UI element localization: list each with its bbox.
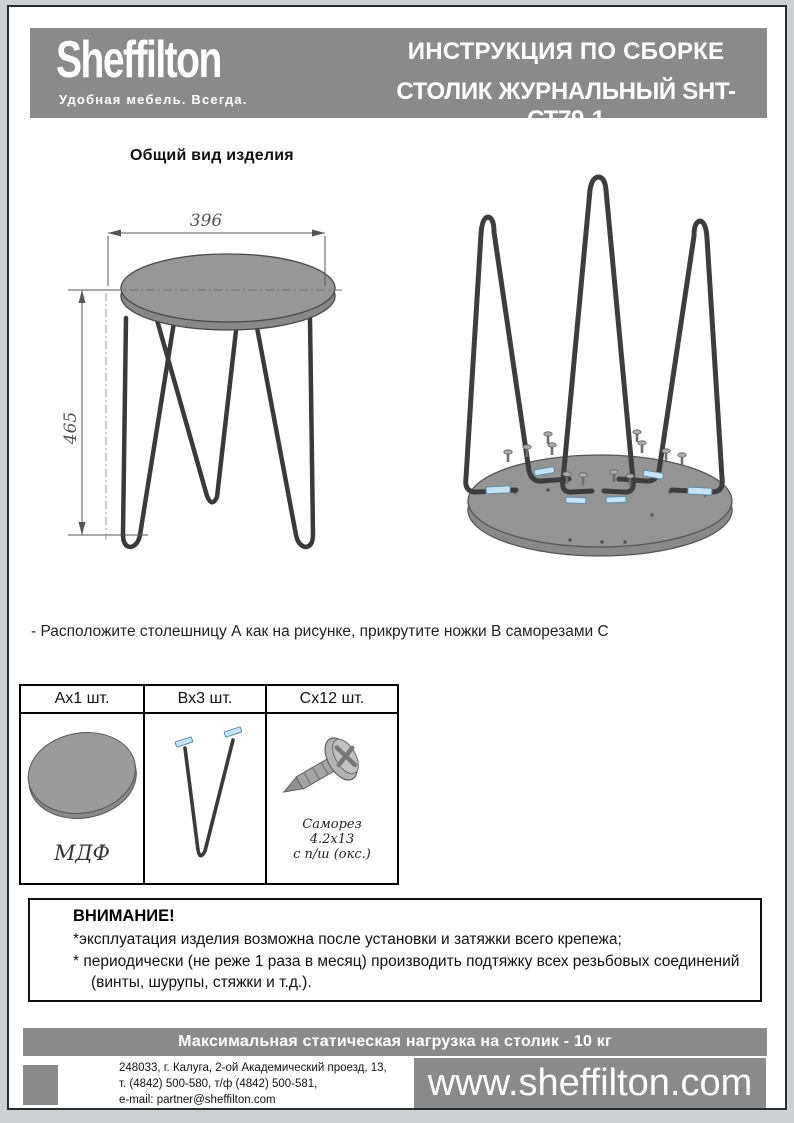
part-c-caption-line3: с п/ш (окс.) bbox=[293, 847, 371, 862]
address-line-3: e-mail: partner@sheffilton.com bbox=[119, 1094, 276, 1106]
instruction-page bbox=[7, 5, 787, 1110]
assembly-step-text: - Расположите столешницу А как на рисунке, прикрутите ножки В саморезами С bbox=[31, 623, 609, 640]
section-title: Общий вид изделия bbox=[130, 147, 294, 164]
warning-bullet-2: * периодически (не реже 1 раза в месяц) производить подтяжку всех резьбовых соединений (винты, шурупы, стяжки и т.д.). bbox=[73, 952, 740, 991]
warning-box bbox=[28, 898, 762, 1002]
warning-bullet-1: *эксплуатация изделия возможна после установки и затяжки всего крепежа; bbox=[73, 931, 622, 948]
brand-tagline: Удобная мебель. Всегда. bbox=[59, 92, 248, 107]
title-line-2: СТОЛИК ЖУРНАЛЬНЫЙ SHT-СТ79-1 bbox=[396, 78, 736, 133]
address-line-1: 248033, г. Калуга, 2-ой Академический проезд, 13, bbox=[119, 1062, 387, 1074]
part-c-caption-line2: 4.2х13 bbox=[309, 832, 355, 847]
brand-logo: Sheffilton bbox=[56, 31, 221, 89]
part-a-tabletop-image bbox=[21, 714, 143, 842]
part-b-cell bbox=[144, 713, 266, 884]
height-dimension-label: 465 bbox=[61, 411, 81, 445]
footer-address bbox=[119, 1060, 387, 1108]
document-title bbox=[370, 38, 762, 134]
part-c-screw-image bbox=[267, 714, 397, 810]
table-assembly-drawing bbox=[420, 160, 780, 600]
part-c-cell bbox=[266, 713, 398, 884]
header-band bbox=[30, 28, 767, 133]
table-front-view-drawing bbox=[60, 190, 360, 600]
width-dimension-label: 396 bbox=[189, 211, 223, 231]
part-a-cell bbox=[20, 713, 144, 884]
footer-accent-square bbox=[23, 1065, 58, 1105]
part-b-leg-image bbox=[145, 714, 265, 878]
part-b-header: Вх3 шт. bbox=[144, 685, 266, 713]
address-line-2: т. (4842) 500-580, т/ф (4842) 500-581, bbox=[119, 1078, 318, 1090]
warning-title: ВНИМАНИЕ! bbox=[73, 907, 175, 925]
title-line-1: ИНСТРУКЦИЯ ПО СБОРКЕ bbox=[407, 38, 725, 65]
part-a-material-label: МДФ bbox=[53, 841, 110, 865]
part-c-header: Сх12 шт. bbox=[266, 685, 398, 713]
website-banner: www.sheffilton.com bbox=[414, 1058, 766, 1108]
part-c-caption-line1: Саморез bbox=[302, 817, 362, 832]
parts-table bbox=[19, 684, 399, 885]
part-a-header: Ах1 шт. bbox=[20, 685, 144, 713]
max-load-bar: Максимальная статическая нагрузка на столик - 10 кг bbox=[23, 1028, 767, 1056]
